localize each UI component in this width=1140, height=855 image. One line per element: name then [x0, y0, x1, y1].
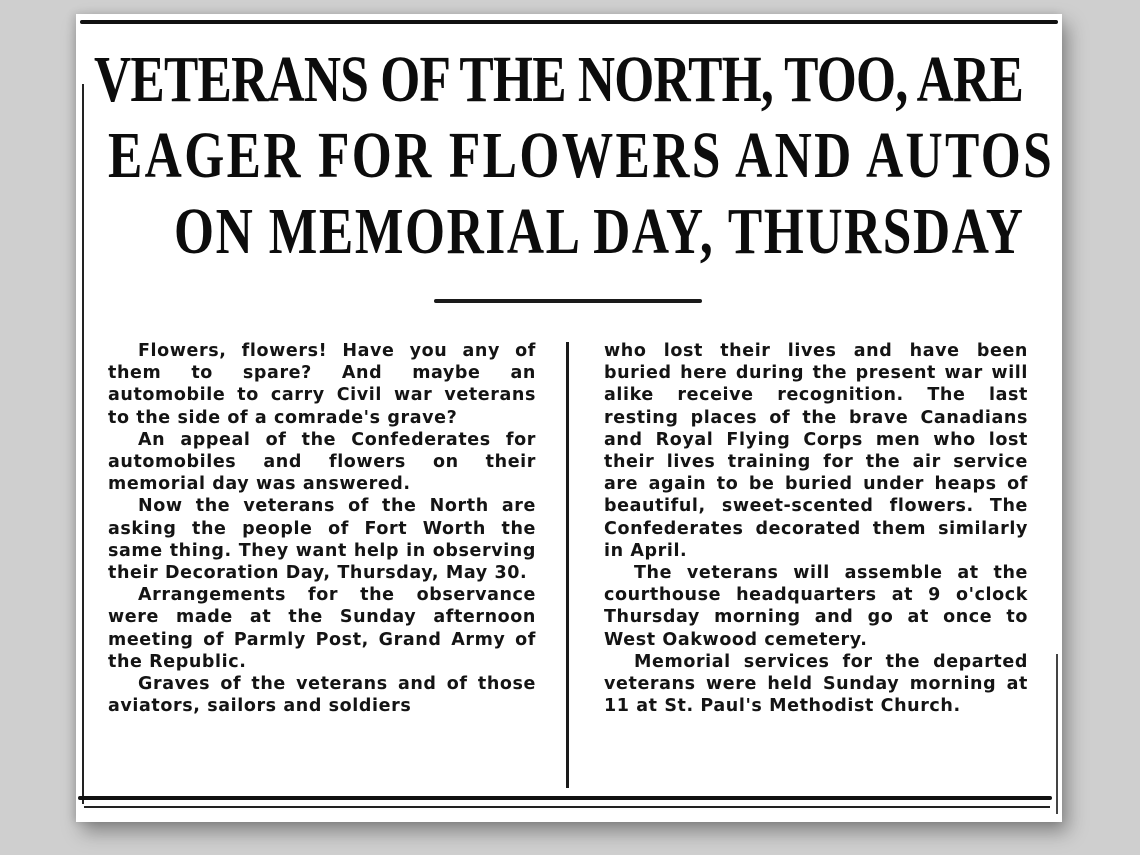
headline-divider — [434, 299, 702, 303]
paragraph: Flowers, flowers! Have you any of them to spare? And maybe an automobile to carry Civil war veterans to the side of a comrade's grave? — [108, 341, 536, 428]
column-divider — [566, 342, 569, 788]
article-column-right — [604, 340, 1028, 717]
left-border-line — [82, 84, 84, 804]
headline-line-3: ON MEMORIAL DAY, THURSDAY — [174, 195, 1025, 268]
paragraph: Graves of the veterans and of those aviators, sailors and soldiers — [108, 674, 536, 717]
paragraph: The veterans will assemble at the courthouse headquarters at 9 o'clock Thursday morning and go at once to West Oakwood cemetery. — [604, 563, 1028, 650]
paragraph: Arrangements for the observance were made at the Sunday afternoon meeting of Parmly Post, Grand Army of the Republic. — [108, 585, 536, 672]
article-column-left — [108, 340, 536, 717]
right-border-line — [1056, 654, 1058, 814]
paragraph: who lost their lives and have been buried here during the present war will alike receive recognition. The last resting places of the brave Canadians and Royal Flying Corps men who lost their lives training for the air service are again to be buried under heaps of beautiful, sweet-scented flowers. The Confederates decorated them similarly in April. — [604, 341, 1028, 561]
headline-line-1: VETERANS OF THE NORTH, TOO, ARE — [94, 43, 1024, 116]
paragraph: Now the veterans of the North are asking the people of Fort Worth the same thing. They want help in observing their Decoration Day, Thursday, May 30. — [108, 496, 536, 584]
bottom-rule-thin — [84, 806, 1050, 808]
paragraph: Memorial services for the departed veterans were held Sunday morning at 11 at St. Paul's Methodist Church. — [604, 651, 1028, 717]
headline — [94, 42, 1054, 270]
paragraph: An appeal of the Confederates for automobiles and flowers on their memorial day was answered. — [108, 429, 536, 495]
newspaper-clipping — [76, 14, 1062, 822]
top-rule — [80, 20, 1058, 24]
bottom-rule — [78, 796, 1052, 800]
headline-line-2: EAGER FOR FLOWERS AND AUTOS — [108, 119, 1055, 192]
